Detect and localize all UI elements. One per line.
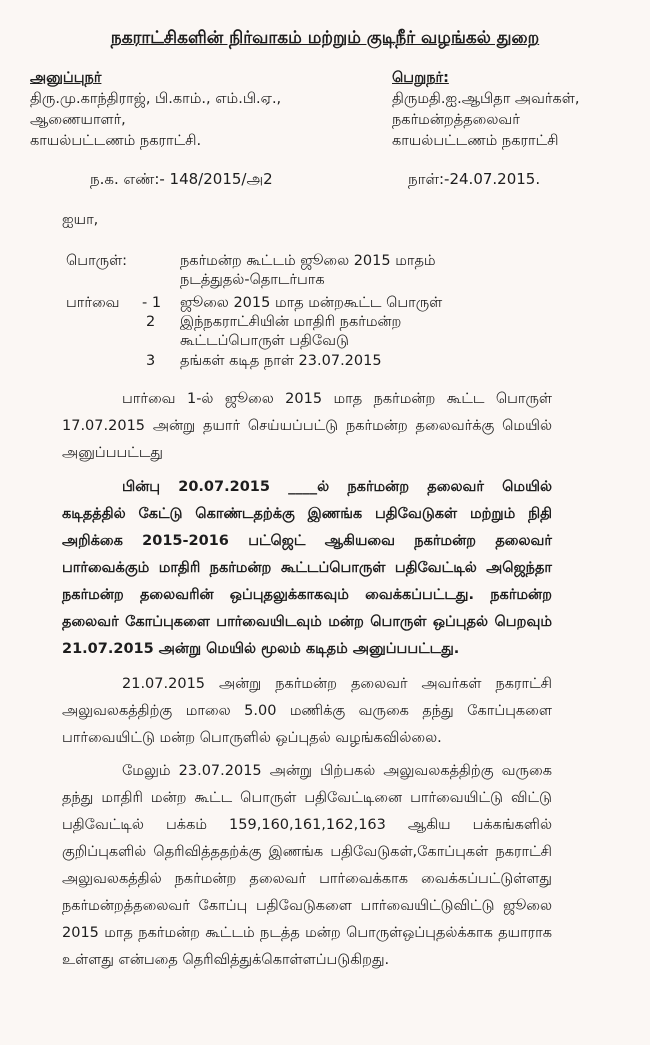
- reference-2-text: இந்நகராட்சியின் மாதிரி நகர்மன்ற: [180, 314, 402, 330]
- recipient-designation: நகர்மன்றத்தலைவர்: [392, 112, 520, 128]
- recipient-block: [392, 68, 579, 152]
- reference-2-text-continued: கூட்டப்பொருள் பதிவேடு: [180, 333, 349, 349]
- sender-designation: ஆணையாளர்,: [30, 112, 126, 128]
- sender-block: [30, 68, 281, 152]
- body-paragraph-3: 21.07.2015 அன்று நகர்மன்ற தலைவர் அவர்கள் நகராட்சி அலுவலகத்திற்கு மாலை 5.00 மணிக்கு வருகை தந்து கோப்புகளை பார்வையிட்டு மன்ற பொருளில் ஒப்புதல் வழங்கவில்லை.: [62, 676, 552, 746]
- subject-line-1: நகர்மன்ற கூட்டம் ஜூலை 2015 மாதம்: [180, 253, 436, 269]
- sender-label: அனுப்புநர்: [30, 70, 102, 86]
- reference-3-number: 3: [146, 353, 156, 369]
- sender-name: திரு.மு.காந்திராஜ், பி.காம்., எம்.பி.ஏ.,: [30, 91, 282, 107]
- subject-line-2: நடத்துதல்-தொடர்பாக: [180, 272, 325, 288]
- reference-1-text: ஜூலை 2015 மாத மன்றகூட்ட பொருள்: [180, 295, 443, 311]
- subject-label: பொருள்:: [66, 253, 128, 269]
- reference-number: ந.க. எண்:- 148/2015/அ2: [90, 170, 273, 188]
- body-paragraph-4: மேலும் 23.07.2015 அன்று பிற்பகல் அலுவலகத்திற்கு வருகை தந்து மாதிரி மன்ற கூட்ட பொருள் பதிவேட்டினை பார்வையிட்டு விட்டு பதிவேட்டில் பக்கம் 159,160,161,162,163 ஆகிய பக்கங்களில் குறிப்புகளில் தெரிவித்ததற்க்கு இணங்க பதிவேடுகள்,கோப்புகள் நகராட்சி அலுவலகத்தில் நகர்மன்ற தலைவர் பார்வைக்காக வைக்கப்பட்டுள்ளது நகர்மன்றத்தலைவர் கோப்பு பதிவேடுகளை பார்வையிட்டுவிட்டு ஜூலை 2015 மாத நகர்மன்ற கூட்டம் நடத்த மன்ற பொருள்ஒப்புதல்க்காக தயாராக உள்ளது என்பதை தெரிவித்துக்கொள்ளப்படுகிறது.: [62, 763, 552, 968]
- reference-3-text: தங்கள் கடித நாள் 23.07.2015: [180, 353, 382, 369]
- recipient-name: திருமதி.ஐ.ஆபிதா அவர்கள்,: [392, 91, 580, 107]
- recipient-label: பெறுநர்:: [392, 70, 449, 86]
- letter-date: நாள்:-24.07.2015.: [408, 170, 541, 188]
- recipient-office: காயல்பட்டணம் நகராட்சி: [392, 133, 559, 149]
- body-paragraph-2: பின்பு 20.07.2015 ____ல் நகர்மன்ற தலைவர் மெயில் கடிதத்தில் கேட்டு கொண்டதற்க்கு இணங்க பதிவேடுகள் மற்றும் நிதி அறிக்கை 2015-2016 பட்ஜெட் ஆகியவை நகர்மன்ற தலைவர் பார்வைக்கும் மாதிரி நகர்மன்ற கூட்டப்பொருள் பதிவேட்டில் அஜெந்தா நகர்மன்ற தலைவரின் ஒப்புதலுக்காகவும் வைக்கப்பட்டது. நகர்மன்ற தலைவர் கோப்புகளை பார்வையிடவும் மன்ற பொருள் ஒப்புதல் பெறவும் 21.07.2015 அன்று மெயில் மூலம் கடிதம் அனுப்பபட்டது.: [62, 479, 552, 657]
- references-label: பார்வை: [66, 295, 120, 311]
- salutation: ஐயா,: [62, 212, 99, 228]
- reference-2-number: 2: [146, 314, 156, 330]
- department-heading: நகராட்சிகளின் நிர்வாகம் மற்றும் குடிநீர் வழங்கல் துறை: [110, 28, 540, 48]
- body-paragraph-1: பார்வை 1-ல் ஜூலை 2015 மாத நகர்மன்ற கூட்ட பொருள் 17.07.2015 அன்று தயார் செய்யப்பட்டு நகர்மன்ற தலைவர்க்கு மெயில் அனுப்பபட்டது: [62, 391, 552, 461]
- reference-1-number: - 1: [142, 295, 162, 311]
- sender-office: காயல்பட்டணம் நகராட்சி.: [30, 133, 202, 149]
